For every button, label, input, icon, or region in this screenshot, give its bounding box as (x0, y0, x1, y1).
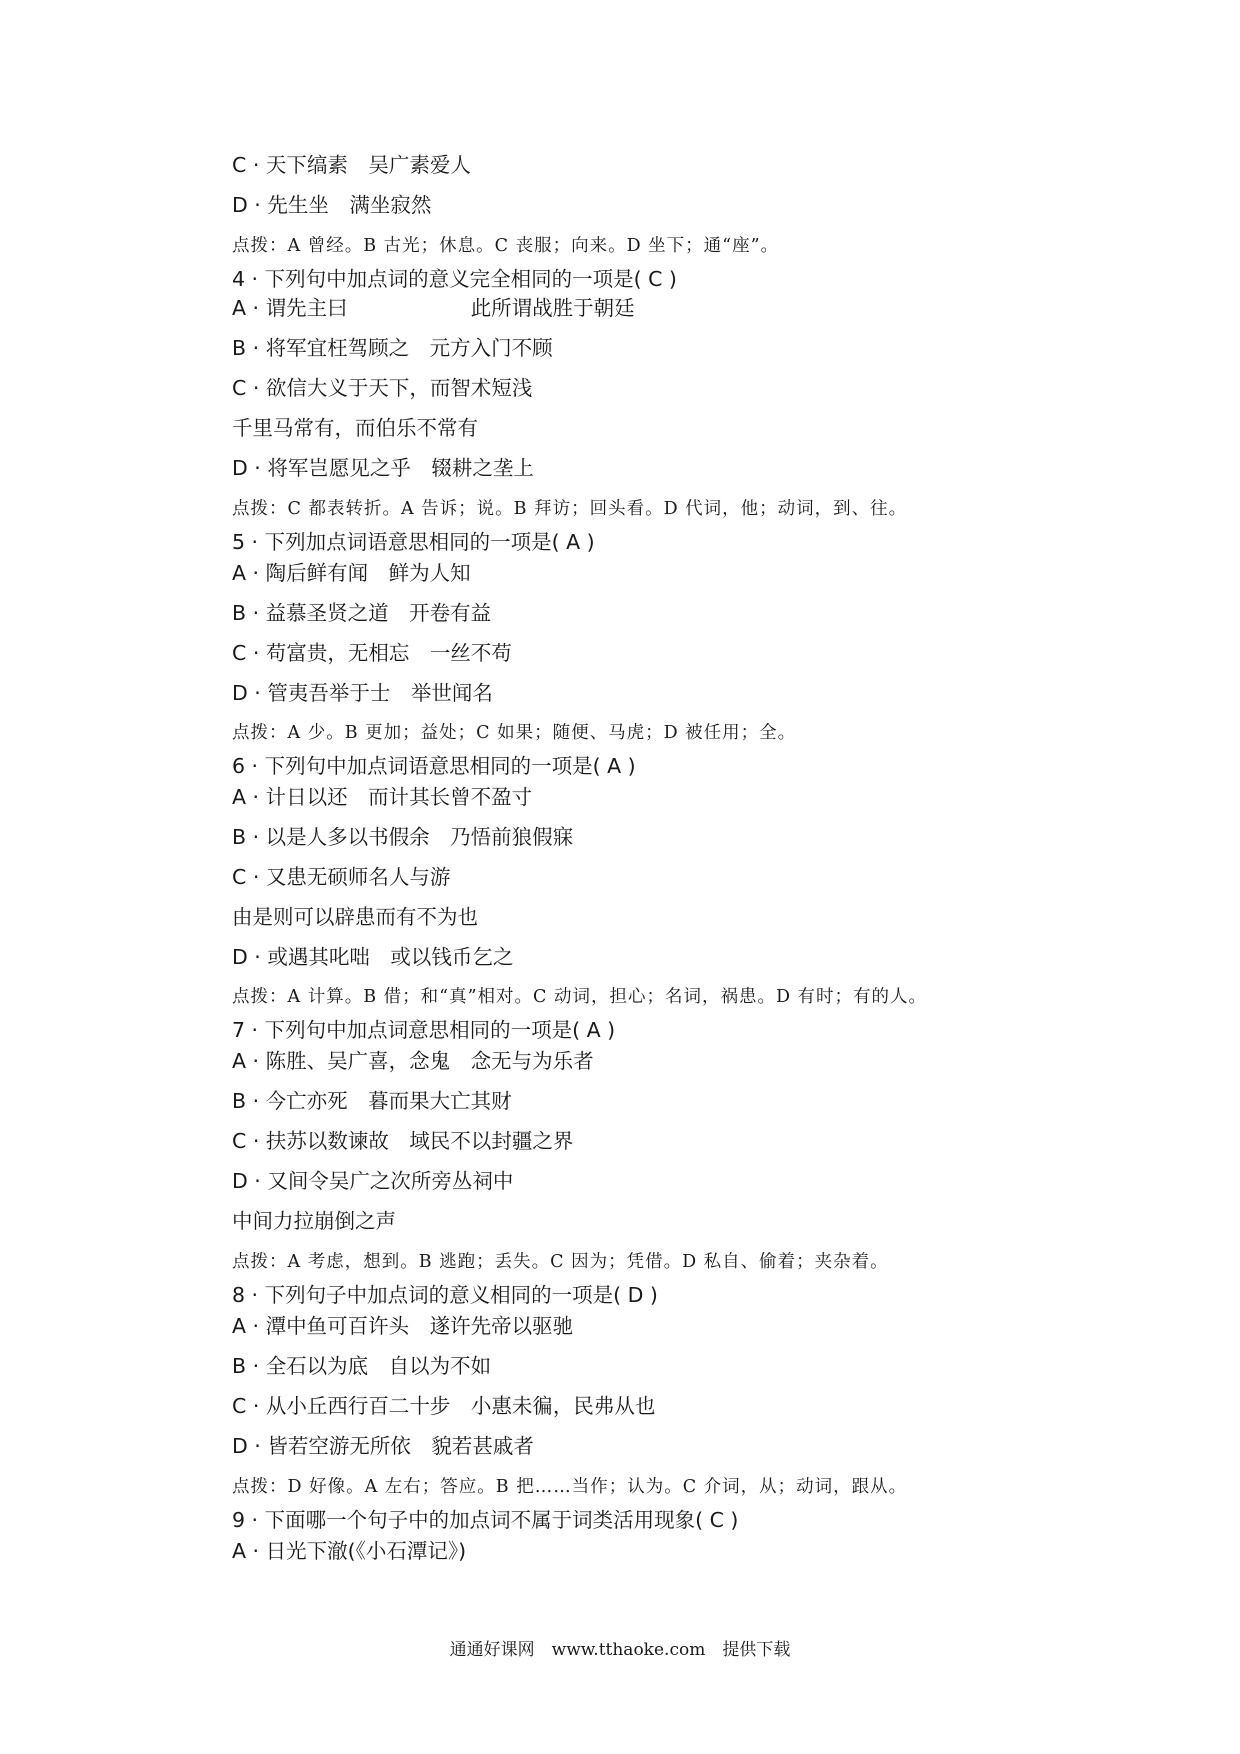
note-line: 点拨：A 计算。B 借；和“真”相对。C 动词，担心；名词，祸患。D 有时；有的人。 (232, 987, 928, 1007)
option-line: D · 管夷吾举于士 举世闻名 (232, 681, 493, 705)
option-line: C · 扶苏以数谏故 域民不以封疆之界 (232, 1129, 574, 1153)
option-line: B · 将军宜枉驾顾之 元方入门不顾 (232, 336, 553, 360)
option-line: 中间力拉崩倒之声 (232, 1209, 396, 1233)
note-line: 点拨：C 都表转折。A 告诉；说。B 拜访；回头看。D 代词，他；动词，到、往。 (232, 499, 908, 519)
option-line: A · 日光下澈(《小石潭记》) (232, 1539, 467, 1563)
option-line: D · 又间令吴广之次所旁丛祠中 (232, 1169, 514, 1193)
option-line: D · 或遇其叱咄 或以钱币乞之 (232, 945, 514, 969)
page-footer: 通通好课网 www.tthaoke.com 提供下载 (449, 1640, 791, 1660)
option-line: C · 苟富贵，无相忘 一丝不苟 (232, 641, 512, 665)
note-line: 点拨：D 好像。A 左右；答应。B 把……当作；认为。C 介词，从；动词，跟从。 (232, 1477, 908, 1497)
option-line: A · 潭中鱼可百许头 遂许先帝以驱驰 (232, 1314, 574, 1338)
option-line: A · 谓先主曰 此所谓战胜于朝廷 (232, 296, 635, 320)
note-line: 点拨：A 少。B 更加；益处；C 如果；随便、马虎；D 被任用；全。 (232, 723, 797, 743)
option-line: D · 皆若空游无所依 貌若甚戚者 (232, 1434, 534, 1458)
option-line: D · 将军岂愿见之乎 辍耕之垄上 (232, 456, 534, 480)
option-line: C · 欲信大义于天下，而智术短浅 (232, 376, 533, 400)
question-line: 7 · 下列句中加点词意思相同的一项是( A ) (232, 1018, 616, 1042)
option-line: D · 先生坐 满坐寂然 (232, 193, 432, 217)
option-line: B · 今亡亦死 暮而果大亡其财 (232, 1089, 512, 1113)
question-line: 9 · 下面哪一个句子中的加点词不属于词类活用现象( C ) (232, 1508, 739, 1532)
option-line: C · 又患无硕师名人与游 (232, 865, 451, 889)
option-line: B · 以是人多以书假余 乃悟前狼假寐 (232, 825, 574, 849)
option-line: B · 全石以为底 自以为不如 (232, 1354, 492, 1378)
option-line: A · 陈胜、吴广喜，念鬼 念无与为乐者 (232, 1049, 594, 1073)
note-line: 点拨：A 曾经。B 古光；休息。C 丧服；向来。D 坐下；通“座”。 (232, 236, 780, 256)
option-line: B · 益慕圣贤之道 开卷有益 (232, 601, 492, 625)
option-line: C · 从小丘西行百二十步 小惠未徧，民弗从也 (232, 1394, 656, 1418)
question-line: 4 · 下列句中加点词的意义完全相同的一项是( C ) (232, 267, 677, 291)
option-line: A · 计日以还 而计其长曾不盈寸 (232, 785, 533, 809)
option-line: 千里马常有，而伯乐不常有 (232, 416, 478, 440)
note-line: 点拨：A 考虑，想到。B 逃跑；丢失。C 因为；凭借。D 私自、偷着；夹杂着。 (232, 1252, 889, 1272)
option-line: 由是则可以辟患而有不为也 (232, 905, 478, 929)
option-line: A · 陶后鲜有闻 鲜为人知 (232, 561, 471, 585)
question-line: 6 · 下列句中加点词语意思相同的一项是( A ) (232, 754, 636, 778)
question-line: 8 · 下列句子中加点词的意义相同的一项是( D ) (232, 1283, 658, 1307)
question-line: 5 · 下列加点词语意思相同的一项是( A ) (232, 530, 595, 554)
option-line: C · 天下缟素 吴广素爱人 (232, 153, 471, 177)
